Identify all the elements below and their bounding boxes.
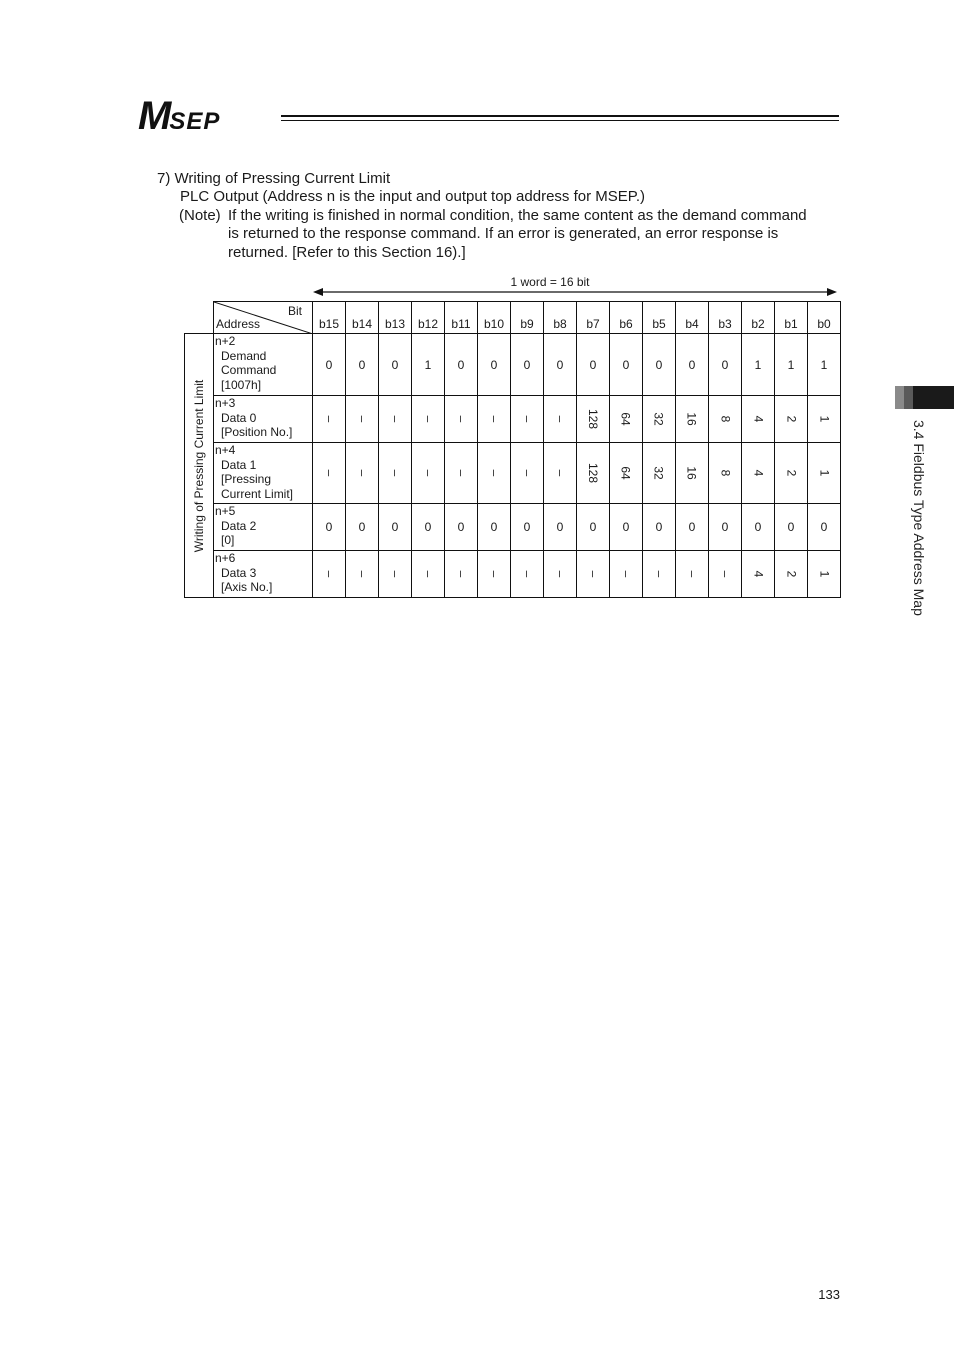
bit-cell bbox=[808, 551, 841, 598]
bit-cell bbox=[445, 396, 478, 443]
bit-cell bbox=[511, 551, 544, 598]
note-line-3: returned. [Refer to this Section 16).] bbox=[228, 244, 466, 261]
bit-value: – bbox=[487, 570, 501, 578]
bit-cell bbox=[610, 396, 643, 443]
row-label-cell bbox=[214, 551, 313, 598]
bit-value: – bbox=[553, 469, 567, 477]
note-line-1: If the writing is finished in normal condition, the same content as the demand command bbox=[228, 207, 807, 224]
bit-value: 1 bbox=[817, 469, 831, 477]
bit-cell bbox=[775, 443, 808, 504]
bit-map-table bbox=[184, 301, 841, 598]
bit-cell: 0 bbox=[808, 504, 841, 551]
row-label-cell bbox=[214, 443, 313, 504]
bit-value: – bbox=[454, 469, 468, 477]
bit-cell bbox=[709, 551, 742, 598]
bit-value: – bbox=[388, 415, 402, 423]
bit-value: 32 bbox=[651, 412, 666, 426]
table-row bbox=[185, 504, 841, 551]
bit-cell: 0 bbox=[676, 334, 709, 396]
bit-cell bbox=[742, 396, 775, 443]
bit-cell: 0 bbox=[577, 504, 610, 551]
bit-cell bbox=[742, 551, 775, 598]
bit-value: – bbox=[619, 570, 633, 578]
bit-cell bbox=[511, 443, 544, 504]
row-label-cell bbox=[214, 504, 313, 551]
bit-cell bbox=[643, 443, 676, 504]
bit-value: – bbox=[652, 570, 666, 578]
bit-cell: 0 bbox=[511, 334, 544, 396]
bit-cell bbox=[379, 551, 412, 598]
bit-cell: 1 bbox=[808, 334, 841, 396]
bit-cell bbox=[643, 551, 676, 598]
bit-value: – bbox=[388, 469, 402, 477]
bit-cell bbox=[676, 551, 709, 598]
bit-cell bbox=[676, 396, 709, 443]
row-name-line: Current Limit] bbox=[221, 486, 294, 501]
bit-cell: 0 bbox=[643, 504, 676, 551]
section-subheading: PLC Output (Address n is the input and output top address for MSEP.) bbox=[180, 188, 645, 205]
header-row bbox=[185, 302, 841, 334]
bit-cell bbox=[478, 551, 511, 598]
table-row bbox=[185, 551, 841, 598]
row-name-line: [Axis No.] bbox=[221, 580, 273, 595]
bit-header-b6: b6 bbox=[610, 302, 643, 334]
bit-value: – bbox=[520, 415, 534, 423]
bit-cell: 0 bbox=[379, 504, 412, 551]
bit-cell bbox=[346, 551, 379, 598]
bit-value: 2 bbox=[784, 415, 798, 423]
bit-cell bbox=[313, 396, 346, 443]
bit-cell: 0 bbox=[313, 504, 346, 551]
bit-value: – bbox=[718, 570, 732, 578]
bit-value: – bbox=[421, 469, 435, 477]
msep-logo bbox=[138, 94, 221, 138]
bit-cell bbox=[643, 396, 676, 443]
row-name-line: [Pressing bbox=[221, 472, 272, 487]
bit-value: – bbox=[553, 415, 567, 423]
row-name-line: Demand bbox=[221, 348, 267, 363]
bit-cell: 0 bbox=[643, 334, 676, 396]
bit-cell: 0 bbox=[544, 334, 577, 396]
bit-cell bbox=[808, 443, 841, 504]
corner-cell bbox=[214, 302, 313, 334]
bit-cell: 0 bbox=[346, 334, 379, 396]
bit-value: – bbox=[388, 570, 402, 578]
row-name-line: Data 0 bbox=[221, 410, 257, 425]
bit-cell bbox=[610, 443, 643, 504]
bit-value: – bbox=[586, 570, 600, 578]
bit-value: 128 bbox=[586, 408, 600, 430]
bit-header-b13: b13 bbox=[379, 302, 412, 334]
row-address: n+6 bbox=[215, 551, 236, 565]
bit-cell: 0 bbox=[313, 334, 346, 396]
bit-cell bbox=[511, 396, 544, 443]
bit-value: – bbox=[355, 469, 369, 477]
bit-cell: 0 bbox=[445, 504, 478, 551]
bit-cell bbox=[346, 443, 379, 504]
bit-value: – bbox=[322, 570, 336, 578]
bit-cell: 1 bbox=[412, 334, 445, 396]
bit-cell: 1 bbox=[742, 334, 775, 396]
bit-cell: 0 bbox=[511, 504, 544, 551]
bit-cell bbox=[709, 396, 742, 443]
bit-value: – bbox=[454, 570, 468, 578]
bit-value: 16 bbox=[684, 412, 699, 426]
bit-value: – bbox=[421, 570, 435, 578]
bit-value: 16 bbox=[684, 466, 699, 480]
bit-cell: 0 bbox=[742, 504, 775, 551]
page-number: 133 bbox=[818, 1287, 840, 1302]
table-row bbox=[185, 396, 841, 443]
section-heading: 7) Writing of Pressing Current Limit bbox=[157, 170, 391, 187]
bit-value: 1 bbox=[817, 415, 831, 423]
bit-value: – bbox=[322, 469, 336, 477]
row-name-line: [Position No.] bbox=[221, 425, 293, 440]
word-width-arrow bbox=[313, 286, 837, 298]
row-address: n+4 bbox=[215, 443, 236, 457]
header-rule-thin bbox=[281, 120, 839, 121]
bit-cell: 0 bbox=[709, 504, 742, 551]
bit-cell bbox=[379, 443, 412, 504]
bit-cell: 0 bbox=[610, 334, 643, 396]
bit-cell bbox=[478, 443, 511, 504]
bit-cell: 0 bbox=[610, 504, 643, 551]
side-label: Writing of Pressing Current Limit bbox=[192, 379, 206, 552]
bit-value: 8 bbox=[718, 469, 732, 477]
bit-cell: 0 bbox=[478, 504, 511, 551]
bit-header-b0: b0 bbox=[808, 302, 841, 334]
row-name-line: Data 2 bbox=[221, 518, 257, 533]
bit-value: 128 bbox=[586, 462, 600, 484]
row-name-line: Command bbox=[221, 363, 277, 378]
row-name-line: [1007h] bbox=[221, 377, 262, 392]
bit-cell bbox=[577, 551, 610, 598]
bit-cell bbox=[379, 396, 412, 443]
sidebar-title: 3.4 Fieldbus Type Address Map bbox=[911, 420, 927, 616]
bit-cell: 0 bbox=[478, 334, 511, 396]
row-address: n+3 bbox=[215, 396, 236, 410]
logo-sep: SEP bbox=[169, 108, 221, 135]
bit-value: – bbox=[454, 415, 468, 423]
bit-cell bbox=[445, 443, 478, 504]
bit-cell bbox=[544, 396, 577, 443]
bit-header-b3: b3 bbox=[709, 302, 742, 334]
bit-header-b11: b11 bbox=[445, 302, 478, 334]
bit-cell bbox=[742, 443, 775, 504]
bit-header-b14: b14 bbox=[346, 302, 379, 334]
bit-value: 2 bbox=[784, 469, 798, 477]
bit-cell bbox=[412, 396, 445, 443]
bit-value: 2 bbox=[784, 570, 798, 578]
table-row bbox=[185, 443, 841, 504]
note-line-2: is returned to the response command. If an error is generated, an error response is bbox=[228, 225, 779, 242]
bit-cell: 0 bbox=[412, 504, 445, 551]
bit-header-b12: b12 bbox=[412, 302, 445, 334]
bit-cell: 0 bbox=[544, 504, 577, 551]
bit-value: – bbox=[685, 570, 699, 578]
row-name-line: Data 1 bbox=[221, 457, 257, 472]
bit-value: – bbox=[421, 415, 435, 423]
table-row bbox=[185, 334, 841, 396]
bit-cell bbox=[577, 443, 610, 504]
logo-m: M bbox=[138, 94, 170, 138]
bit-header-b4: b4 bbox=[676, 302, 709, 334]
bit-cell bbox=[709, 443, 742, 504]
bit-cell bbox=[577, 396, 610, 443]
bit-header-b2: b2 bbox=[742, 302, 775, 334]
bit-value: 4 bbox=[751, 570, 765, 578]
row-label-cell bbox=[214, 334, 313, 396]
header-rule bbox=[281, 115, 839, 117]
bit-cell bbox=[544, 551, 577, 598]
bit-cell bbox=[610, 551, 643, 598]
bit-cell: 0 bbox=[676, 504, 709, 551]
bit-cell: 0 bbox=[775, 504, 808, 551]
bit-header-b9: b9 bbox=[511, 302, 544, 334]
bit-cell: 0 bbox=[346, 504, 379, 551]
row-name-line: Data 3 bbox=[221, 565, 257, 580]
bit-header-b15: b15 bbox=[313, 302, 346, 334]
bit-header-b8: b8 bbox=[544, 302, 577, 334]
bit-cell bbox=[544, 443, 577, 504]
bit-value: 1 bbox=[817, 570, 831, 578]
corner-bit-label: Bit bbox=[287, 304, 302, 318]
bit-cell bbox=[775, 551, 808, 598]
bit-header-b10: b10 bbox=[478, 302, 511, 334]
bit-value: – bbox=[520, 469, 534, 477]
bit-cell bbox=[445, 551, 478, 598]
bit-cell: 0 bbox=[445, 334, 478, 396]
bit-cell bbox=[808, 396, 841, 443]
bit-value: – bbox=[487, 415, 501, 423]
bit-cell bbox=[412, 443, 445, 504]
row-address: n+2 bbox=[215, 334, 236, 348]
bit-cell bbox=[478, 396, 511, 443]
section-tab bbox=[895, 386, 954, 409]
bit-cell: 0 bbox=[709, 334, 742, 396]
bit-value: 64 bbox=[618, 466, 633, 480]
bit-header-b1: b1 bbox=[775, 302, 808, 334]
bit-cell: 0 bbox=[577, 334, 610, 396]
note-label: (Note) bbox=[179, 207, 221, 224]
bit-cell bbox=[676, 443, 709, 504]
bit-cell: 1 bbox=[775, 334, 808, 396]
bit-value: – bbox=[355, 415, 369, 423]
bit-cell bbox=[313, 551, 346, 598]
bit-cell bbox=[775, 396, 808, 443]
blank-cell bbox=[185, 302, 214, 334]
bit-cell: 0 bbox=[379, 334, 412, 396]
bit-cell bbox=[346, 396, 379, 443]
bit-cell bbox=[313, 443, 346, 504]
bit-header-b5: b5 bbox=[643, 302, 676, 334]
side-label-cell bbox=[185, 334, 214, 598]
bit-value: – bbox=[487, 469, 501, 477]
bit-cell bbox=[412, 551, 445, 598]
bit-value: – bbox=[553, 570, 567, 578]
row-label-cell bbox=[214, 396, 313, 443]
bit-value: 32 bbox=[651, 466, 666, 480]
corner-address-label: Address bbox=[216, 317, 261, 331]
word-width-label: 1 word = 16 bit bbox=[510, 275, 590, 289]
bit-value: – bbox=[355, 570, 369, 578]
row-name-line: [0] bbox=[221, 533, 235, 548]
bit-value: 8 bbox=[718, 415, 732, 423]
bit-value: – bbox=[520, 570, 534, 578]
bit-value: – bbox=[322, 415, 336, 423]
row-address: n+5 bbox=[215, 504, 236, 518]
bit-value: 64 bbox=[618, 412, 633, 426]
bit-value: 4 bbox=[751, 469, 765, 477]
bit-header-b7: b7 bbox=[577, 302, 610, 334]
bit-value: 4 bbox=[751, 415, 765, 423]
